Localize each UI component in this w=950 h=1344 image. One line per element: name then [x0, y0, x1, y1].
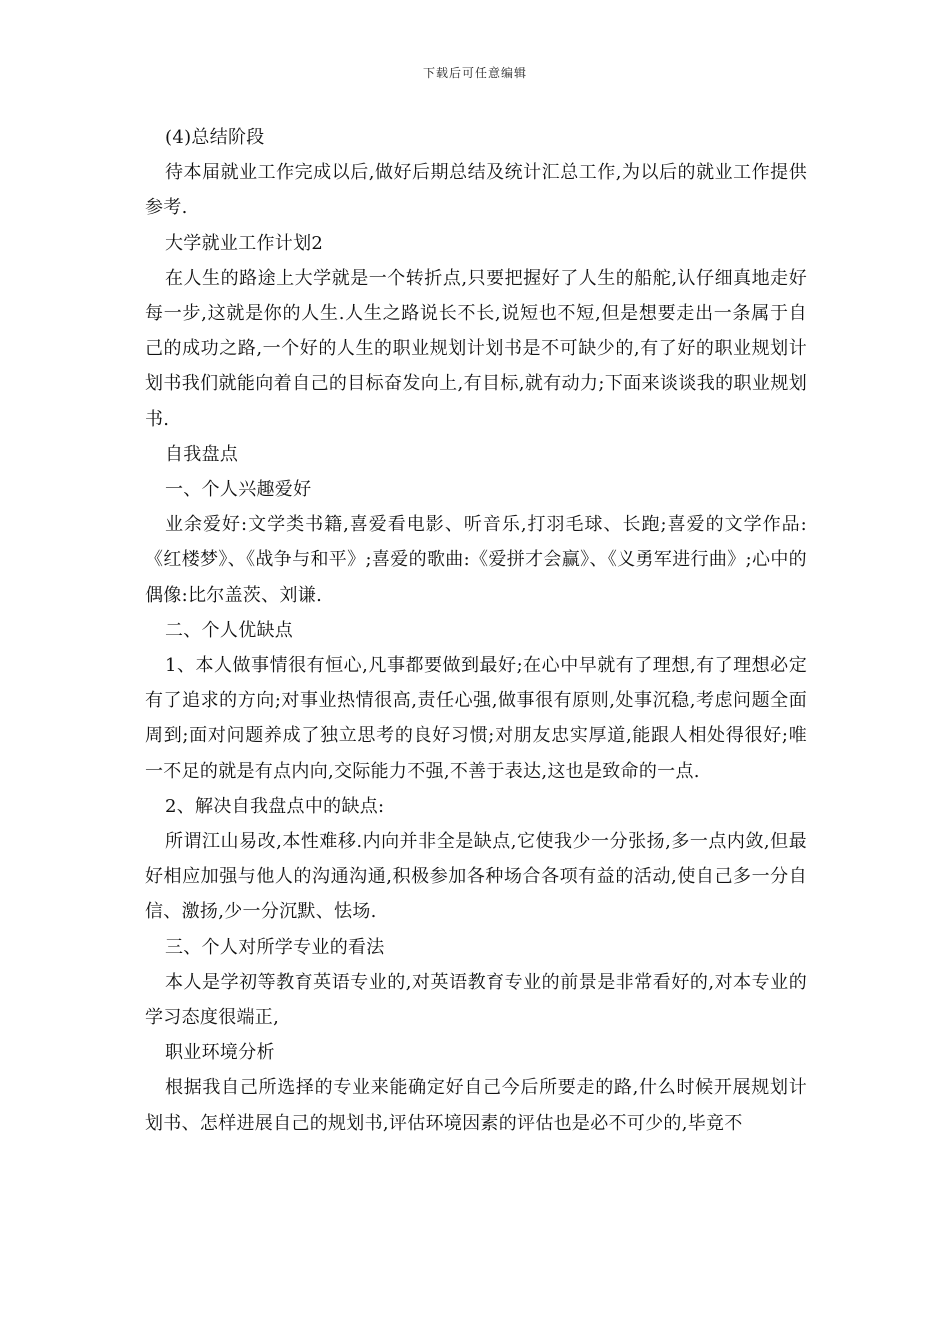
paragraph-environment: 根据我自己所选择的专业来能确定好自己今后所要走的路,什么时候开展规划计划书、怎样进展自己的规划书,评估环境因素的评估也是必不可少的,毕竟不	[145, 1077, 807, 1134]
paragraph-strengths: 1、本人做事情很有恒心,凡事都要做到最好;在心中早就有了理想,有了理想必定有了追求的方向;对事业热情很高,责任心强,做事很有原则,处事沉稳,考虑问题全面周到;面对问题养成了独立思考的良好习惯;对朋友忠实厚道,能跟人相处得很好;唯一不足的就是有点内向,交际能力不强,不善于表达,这也是致命的一点.	[145, 655, 807, 782]
page-header-note: 下载后可任意编辑	[422, 66, 527, 80]
paragraph-resolve: 所谓江山易改,本性难移.内向并非全是缺点,它使我少一分张扬,多一点内敛,但最好相应加强与他人的沟通沟通,积极参加各种场合各项有益的活动,使自己多一分自信、激扬,少一分沉默、怯场.	[145, 831, 807, 923]
document-body	[145, 120, 807, 1141]
heading-plan-2: 大学就业工作计划2	[165, 232, 324, 254]
heading-summary-stage: (4)总结阶段	[165, 127, 265, 148]
heading-interests: 一、个人兴趣爱好	[165, 479, 312, 501]
heading-major-view: 三、个人对所学专业的看法	[165, 936, 385, 958]
paragraph-summary-work: 待本届就业工作完成以后,做好后期总结及统计汇总工作,为以后的就业工作提供参考.	[145, 162, 807, 219]
heading-environment: 职业环境分析	[165, 1042, 275, 1064]
paragraph-major: 本人是学初等教育英语专业的,对英语教育专业的前景是非常看好的,对本专业的学习态度很端正,	[145, 971, 807, 1029]
heading-resolve-weaknesses: 2、解决自我盘点中的缺点:	[165, 795, 385, 817]
paragraph-intro: 在人生的路途上大学就是一个转折点,只要把握好了人生的船舵,认仔细真地走好每一步,这就是你的人生.人生之路说长不长,说短也不短,但是想要走出一条属于自己的成功之路,一个好的人生的职业规划计划书是不可缺少的,有了好的职业规划计划书我们就能向着自己的目标奋发向上,有目标,就有动力;下面来谈谈我的职业规划书.	[145, 267, 807, 430]
heading-self-inventory: 自我盘点	[165, 443, 239, 465]
paragraph-hobbies: 业余爱好:文学类书籍,喜爱看电影、听音乐,打羽毛球、长跑;喜爱的文学作品:《红楼梦》、《战争与和平》;喜爱的歌曲:《爱拼才会赢》、《义勇军进行曲》;心中的偶像:比尔盖茨、刘谦.	[145, 514, 807, 606]
heading-strengths-weaknesses: 二、个人优缺点	[165, 619, 294, 641]
